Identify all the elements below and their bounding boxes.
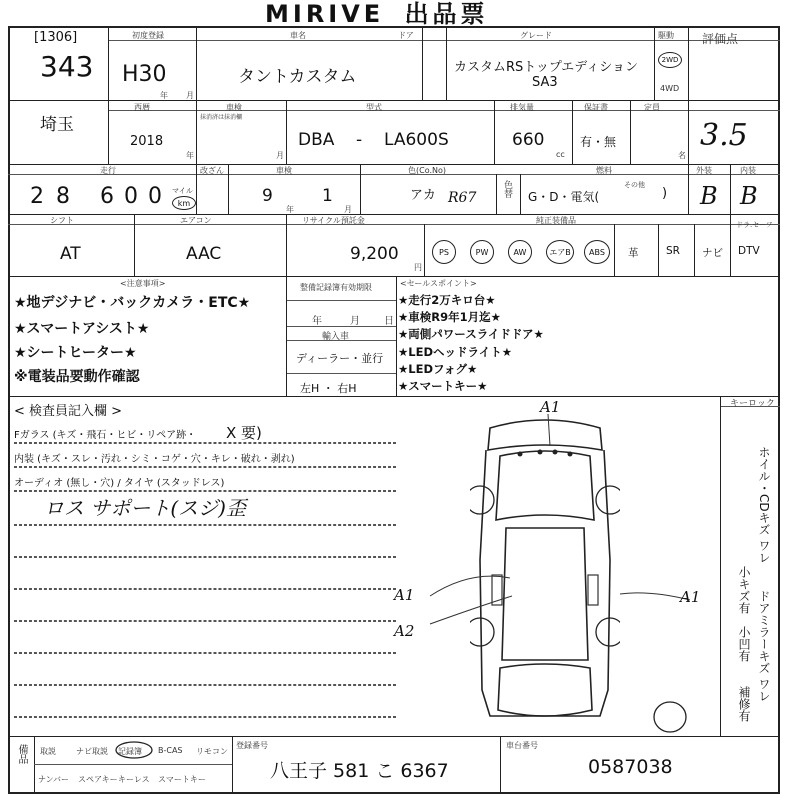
inspection-month-unit: 月 xyxy=(276,151,284,160)
keylock-label: キーロック xyxy=(730,399,775,409)
equipment-label: 純正装備品 xyxy=(536,216,576,225)
sale-line-2: ★車検R9年1月迄★ xyxy=(398,310,501,324)
equip-pw: PW xyxy=(470,240,494,264)
equip-navi: ナビ xyxy=(702,247,723,259)
color-change-label: 色替 xyxy=(502,180,512,198)
meter-label: 改ざん xyxy=(200,166,224,175)
notes-label: <注意事項> xyxy=(120,279,166,288)
note-line-3: ★シートヒーター★ xyxy=(14,345,137,361)
footer-item-records: 記録簿 xyxy=(118,747,142,756)
displacement-value: 660 xyxy=(512,130,545,150)
footer-item-bcas: B-CAS xyxy=(158,746,183,755)
interior-label: 内装 xyxy=(740,166,756,175)
import-label: 輸入車 xyxy=(322,332,350,342)
model-type-prefix: DBA xyxy=(298,130,335,150)
footer-item-plate: ナンバー xyxy=(38,775,70,784)
mileage-digit-2: 8 xyxy=(56,184,70,209)
damage-mark-right: A1 xyxy=(680,588,701,606)
damage-pointers xyxy=(400,410,720,650)
sale-line-5: ★LEDフォグ★ xyxy=(398,362,478,376)
inspection-date-year-unit: 年 xyxy=(286,205,294,214)
fuel-close: ) xyxy=(662,186,668,201)
lot-code: [1306] xyxy=(34,30,78,45)
inspection-date-month-unit: 月 xyxy=(344,205,352,214)
damage-mark-front: A1 xyxy=(540,398,561,416)
side-note-2: 小キズ有 xyxy=(737,566,751,614)
equip-aw: AW xyxy=(508,240,532,264)
mileage-digit-3: 6 xyxy=(100,184,114,209)
registration-year-unit: 年 xyxy=(160,91,168,100)
records-month: 月 xyxy=(350,316,360,327)
form-title: 出品票 xyxy=(404,0,489,28)
drive-2wd: 2WD xyxy=(658,52,682,68)
warranty-value: 有・無 xyxy=(580,135,617,149)
shift-label: シフト xyxy=(50,216,74,225)
model-year-unit: 年 xyxy=(186,151,194,160)
mileage-digit-5: 0 xyxy=(148,184,162,209)
chassis-value: 0587038 xyxy=(588,756,673,778)
equip-dtv: DTV xyxy=(738,245,760,257)
sales-label: <セールスポイント> xyxy=(400,279,477,288)
import-value: ディーラー・並行 xyxy=(296,352,384,365)
displacement-label: 排気量 xyxy=(510,103,534,112)
chassis-label: 車台番号 xyxy=(506,741,538,750)
inspector-label: < 検査員記入欄 > xyxy=(14,404,123,419)
stamp-circle-icon xyxy=(652,700,688,734)
inspector-audio: オーディオ (無し・穴) / タイヤ (スタッドレス) xyxy=(14,478,225,489)
records-label: 整備記録簿有効期限 xyxy=(300,283,372,292)
sale-line-1: ★走行2万キロ台★ xyxy=(398,293,496,307)
exterior-grade: B xyxy=(700,182,718,210)
inspector-handwritten: ロス サポート(スジ)歪 xyxy=(44,496,246,520)
side-note-5: ドアミラーキズ ワレ xyxy=(757,590,771,702)
equip-leather: 革 xyxy=(628,247,639,259)
side-note-3: 小凹有 xyxy=(737,626,751,662)
brand: MIRIVE xyxy=(265,0,385,28)
footer-vertical-label: 備品 xyxy=(16,744,27,764)
sale-line-4: ★LEDヘッドライト★ xyxy=(398,345,513,359)
grade-line1: カスタムRSトップエディション xyxy=(454,60,638,75)
side-note-1: ホイル・CDキズ ワレ xyxy=(757,446,771,564)
registration-label: 初度登録 xyxy=(132,31,164,40)
capacity-unit: 名 xyxy=(678,151,686,160)
inspection-date-month: 1 xyxy=(322,186,333,206)
note-line-4: ※電装品要動作確認 xyxy=(14,369,140,385)
equip-sunroof: SR xyxy=(666,245,680,257)
registration-value: H30 xyxy=(122,62,167,87)
note-line-1: ★地デジナビ・バックカメラ・ETC★ xyxy=(14,295,251,311)
equip-ps: PS xyxy=(432,240,456,264)
capacity-label: 定員 xyxy=(644,103,660,112)
equip-airbag: エアB xyxy=(546,240,574,264)
registration-month-unit: 月 xyxy=(186,91,194,100)
lot-region: 埼玉 xyxy=(40,115,74,135)
inspector-glass: Fガラス (キズ・飛石・ヒビ・リペア跡・ xyxy=(14,430,197,441)
color-code: R67 xyxy=(448,190,477,206)
side-note-4: 補修有 xyxy=(737,686,751,722)
color-label: 色(Co.No) xyxy=(408,166,447,175)
car-name-label: 車名 xyxy=(290,31,306,40)
model-type-label: 型式 xyxy=(366,103,382,112)
footer-item-spare-key: スペアキー xyxy=(78,775,118,784)
warranty-label: 保証書 xyxy=(584,103,608,112)
footer-item-manual: 取説 xyxy=(40,747,56,756)
inspector-glass-mark: X 要) xyxy=(226,424,262,442)
inspector-interior: 内装 (キズ・スレ・汚れ・シミ・コゲ・穴・キレ・破れ・剥れ) xyxy=(14,454,295,465)
mileage-unit-mile: マイル xyxy=(172,187,193,195)
grade-line2: SA3 xyxy=(532,75,558,90)
plate-label: 登録番号 xyxy=(236,741,268,750)
shift-value: AT xyxy=(60,244,81,264)
inspection-date-year: 9 xyxy=(262,186,273,206)
model-year-value: 2018 xyxy=(130,134,164,149)
records-year: 年 xyxy=(312,316,322,327)
color-value: アカ xyxy=(410,188,436,203)
note-line-2: ★スマートアシスト★ xyxy=(14,321,150,337)
evaluation-label: 評価点 xyxy=(702,32,739,46)
footer-item-keyless: キーレス xyxy=(118,775,150,784)
grade-label: グレード xyxy=(520,31,552,40)
sale-line-3: ★両側パワースライドドア★ xyxy=(398,327,544,341)
interior-grade: B xyxy=(740,182,758,210)
header-title xyxy=(265,0,489,29)
fuel-value: G・D・電気( xyxy=(528,190,600,204)
door-label: ドア xyxy=(398,31,414,40)
records-circle-icon xyxy=(114,740,154,760)
model-type-dash: - xyxy=(356,130,363,150)
mileage-label: 走行 xyxy=(100,166,116,175)
footer-item-navi-manual: ナビ取説 xyxy=(76,747,108,756)
equip-abs: ABS xyxy=(584,240,610,264)
footer-item-remote: リモコン xyxy=(196,747,228,756)
equipment-other-label: ドラ.セーフ xyxy=(736,221,773,229)
drive-label: 駆動 xyxy=(658,31,674,40)
recycle-value: 9,200 xyxy=(350,244,399,264)
inspection-label: 車検 xyxy=(226,103,242,112)
mileage-digit-1: 2 xyxy=(30,184,44,209)
model-year-label: 西暦 xyxy=(134,103,150,112)
inspection-date-label: 車検 xyxy=(276,166,292,175)
aircon-value: AAC xyxy=(186,244,222,264)
drive-4wd: 4WD xyxy=(660,84,680,93)
sale-line-6: ★スマートキー★ xyxy=(398,379,488,393)
mileage-digit-4: 0 xyxy=(124,184,138,209)
recycle-label: リサイクル預託金 xyxy=(302,216,365,225)
recycle-unit: 円 xyxy=(414,263,422,272)
exterior-label: 外装 xyxy=(696,166,712,175)
model-type-code: LA600S xyxy=(384,130,449,150)
car-name-value: タントカスタム xyxy=(238,67,357,87)
evaluation-score: 3.5 xyxy=(700,118,748,153)
lot-number: 343 xyxy=(40,50,94,83)
fuel-other: その他 xyxy=(624,181,645,189)
aircon-label: エアコン xyxy=(180,216,212,225)
inspection-sublabel: 抹消済は抹消欄 xyxy=(200,114,243,121)
damage-mark-left2: A2 xyxy=(394,622,415,640)
import-steer: 左H ・ 右H xyxy=(300,382,357,395)
displacement-unit: cc xyxy=(556,150,565,159)
footer-item-smart-key: スマートキー xyxy=(158,775,206,784)
damage-mark-left1: A1 xyxy=(394,586,415,604)
records-day: 日 xyxy=(384,316,394,327)
fuel-label: 燃料 xyxy=(596,166,612,175)
mileage-unit-km: km xyxy=(172,196,196,210)
plate-value: 八王子 581 こ 6367 xyxy=(270,760,449,782)
